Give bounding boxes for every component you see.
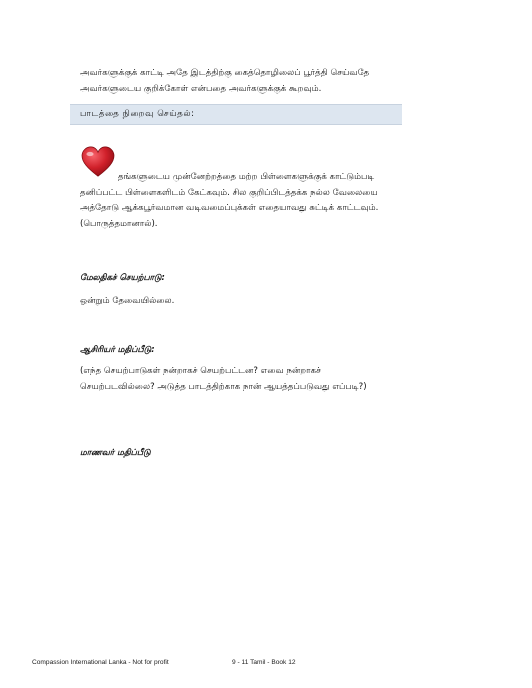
intro-line: அவர்களுக்குக் காட்டி அதே இடத்திற்கு கைத்தொழிலைப் பூர்த்தி செய்வதே bbox=[80, 68, 370, 78]
teacher-evaluation-text bbox=[80, 364, 455, 395]
footer-organization: Compassion International Lanka - Not for profit bbox=[32, 659, 169, 666]
extra-activity-line: ஒன்றும் தேவையில்லை. bbox=[80, 296, 175, 306]
intro-line: அவர்களுடைய குறிக்கோள் என்பதை அவர்களுக்குக் கூறவும். bbox=[80, 83, 322, 94]
teacher-evaluation-line: (எந்த செயற்பாடுகள் நன்றாகச் செயற்பட்டன? எவை நன்றாகச் bbox=[80, 366, 321, 376]
intro-paragraph bbox=[80, 66, 455, 97]
section-band bbox=[70, 104, 402, 125]
extra-activity-heading: மேலதிகச் செயற்பாடு: bbox=[80, 272, 165, 282]
student-evaluation-heading: மாணவர் மதிப்பீடு bbox=[80, 447, 151, 457]
section-band-title: பாடத்தை நிறைவு செய்தல்: bbox=[80, 109, 195, 119]
closing-paragraph bbox=[80, 170, 440, 232]
closing-line: தங்களுடைய முன்னேற்றத்தை மற்ற பிள்ளைகளுக்குக் காட்டும்படி bbox=[118, 172, 375, 182]
closing-line: தனிப்பட்ட பிள்ளைகளிடம் கேட்கவும். சில குறிப்பிடத்தக்க நல்ல வேலையை bbox=[80, 187, 378, 198]
extra-activity-text bbox=[80, 294, 455, 310]
footer-book: 9 - 11 Tamil - Book 12 bbox=[232, 659, 296, 666]
teacher-evaluation-line: செயற்படவில்லை? அடுத்த பாடத்திற்காக நான் ஆயத்தப்படுவது எப்படி?) bbox=[80, 381, 367, 392]
closing-line: அத்தோடு ஆக்கபூர்வமான வடிவமைப்புக்கள் எதையாவது சுட்டிக் காட்டவும். bbox=[80, 203, 379, 213]
closing-line: (பொருத்தமானால்). bbox=[80, 218, 158, 229]
teacher-evaluation-heading: ஆசிரியர் மதிப்பீடு: bbox=[80, 344, 155, 354]
